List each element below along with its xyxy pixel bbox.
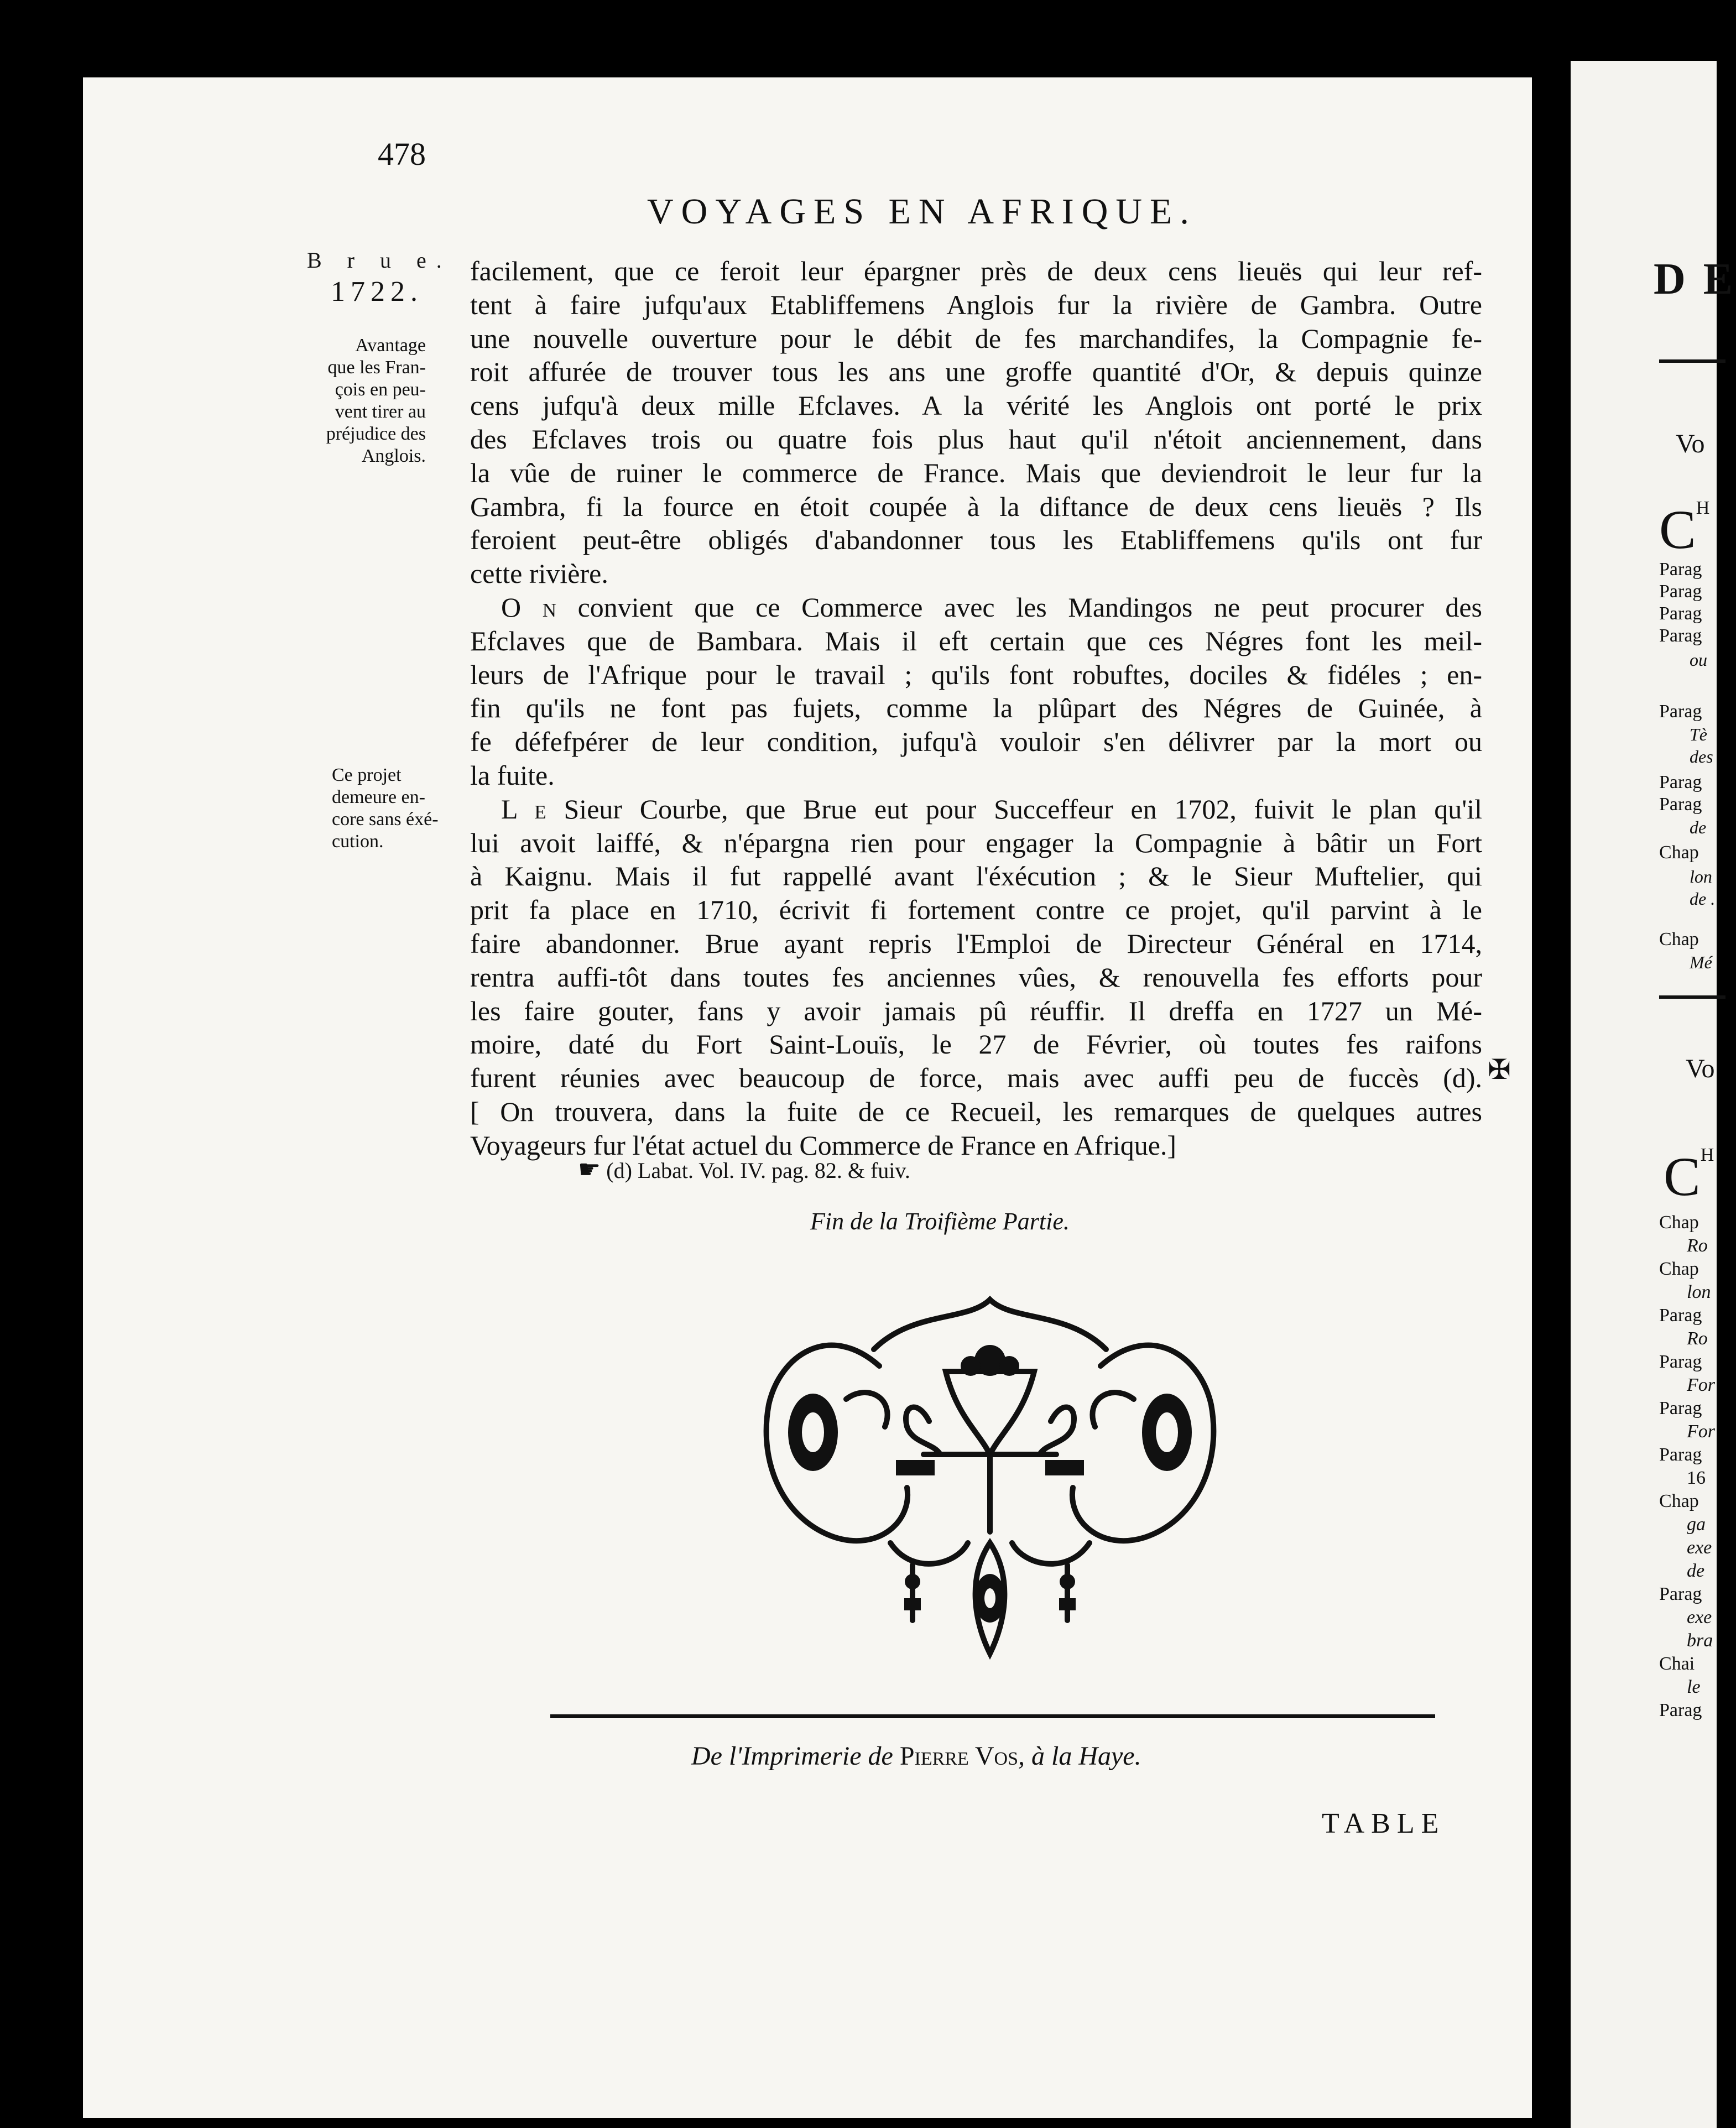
end-of-part: Fin de la Troifième Partie.: [810, 1208, 1070, 1235]
list-item: exe: [1687, 1537, 1712, 1558]
list-item: Chap: [1659, 929, 1699, 950]
cross-mark: ✠: [1488, 1053, 1511, 1086]
list-item: 16: [1687, 1468, 1706, 1488]
chapter-initial-sup: H: [1700, 1145, 1714, 1165]
imprint: [691, 1741, 1141, 1771]
text-line: prit fa place en 1710, écrivit fi fortement contre ce projet, qu'il parvint à le: [470, 894, 1482, 926]
body-text: [470, 254, 1482, 1162]
text-line: les faire gouter, fans y avoir jamais pû réuffir. Il dreffa en 1727 un Mé-: [470, 995, 1482, 1026]
list-item: Chap: [1659, 1212, 1699, 1233]
text-line: Efclaves que de Bambara. Mais il eft certain que ces Négres font les meil-: [470, 625, 1482, 656]
pointing-hand-icon: ☛: [578, 1155, 601, 1183]
list-item: For: [1687, 1421, 1715, 1442]
list-item: Ro: [1687, 1328, 1708, 1349]
chapter-initial: C: [1659, 499, 1696, 560]
list-item: Parag: [1659, 581, 1702, 602]
list-item: Parag: [1659, 701, 1702, 722]
text-line: des Efclaves trois ou quatre fois plus haut qu'il n'étoit anciennement, dans: [470, 423, 1482, 455]
list-item: Parag: [1659, 625, 1702, 646]
right-page-chapter-initial: [1659, 498, 1709, 561]
footnote-text: (d) Labat. Vol. IV. pag. 82. & fuiv.: [606, 1158, 910, 1183]
list-item: Parag: [1659, 772, 1702, 792]
text-run: Sieur Courbe, que Brue eut pour Succeffeur en 1702, fuivit le plan qu'il: [546, 793, 1482, 825]
page-number: 478: [378, 136, 426, 172]
footnote: [578, 1154, 910, 1184]
text-line: furent réunies avec beaucoup de force, mais avec auffi peu de fuccès (d).: [470, 1062, 1482, 1094]
list-item: Tè: [1690, 724, 1707, 744]
side-note-line: Ce projet: [332, 765, 402, 785]
right-page-vol-heading: Vo: [1686, 1054, 1715, 1083]
right-page-list-2: [1659, 1211, 1715, 1722]
imprint-printer: Pierre Vos: [899, 1741, 1018, 1771]
running-title: VOYAGES EN AFRIQUE.: [647, 191, 1197, 232]
right-page-list-1c: [1659, 771, 1702, 816]
text-line: rentra auffi-tôt dans toutes fes anciennes vûes, & renouvella fes efforts pour: [470, 961, 1482, 993]
text-line: Gambra, fi la fource en étoit coupée à la diftance de deux cens lieuës ? Ils: [470, 491, 1482, 522]
list-item: lon: [1687, 1282, 1711, 1302]
text-line: cens jufqu'à deux mille Efclaves. A la vérité les Anglois ont porté le prix: [470, 390, 1482, 421]
list-item: For: [1687, 1375, 1715, 1395]
list-item: Chap: [1659, 1491, 1699, 1511]
text-line: la vûe de ruiner le commerce de France. Mais que deviendroit le leur fur la: [470, 457, 1482, 488]
right-page-vol-heading: Vo: [1676, 429, 1705, 458]
text-line: la fuite.: [470, 759, 555, 791]
side-note-line: demeure en-: [332, 787, 425, 807]
list-item: des: [1690, 747, 1713, 766]
text-line: moire, daté du Fort Saint-Louïs, le 27 de Février, où toutes fes raifons: [470, 1029, 1482, 1060]
list-item: Parag: [1659, 1700, 1702, 1720]
side-note-line: çois en peu-: [335, 379, 426, 400]
list-item: de: [1687, 1561, 1705, 1581]
list-item: Chap: [1659, 842, 1699, 863]
side-note-advantage: [299, 335, 426, 467]
list-item: Chai: [1659, 1654, 1695, 1674]
right-page-list-1: [1659, 559, 1702, 647]
drop-lead: L e: [501, 793, 546, 825]
paragraph-start-line: [470, 591, 1482, 624]
margin-year: 1722.: [331, 276, 423, 307]
list-item: lon: [1690, 867, 1712, 886]
side-note-line: Anglois.: [361, 446, 426, 466]
text-line: roit affurée de trouver tous les ans une groffe quantité d'Or, & depuis quinze: [470, 356, 1482, 388]
text-line: fe défefpérer de leur condition, jufqu'à vouloir s'en délivrer par la mort ou: [470, 726, 1482, 758]
text-line: Voyageurs fur l'état actuel du Commerce de France en Afrique.]: [470, 1129, 1177, 1161]
list-item: bra: [1687, 1630, 1713, 1651]
right-page-ital-1d: [1690, 865, 1715, 910]
list-item: de .: [1690, 889, 1716, 909]
right-page: [1571, 61, 1736, 2128]
side-note-line: cution.: [332, 831, 384, 852]
text-line: lui avoit laiffé, & n'épargna rien pour engager la Compagnie à bâtir un Fort: [470, 827, 1482, 858]
list-item: Parag: [1659, 1352, 1702, 1372]
catchword: TABLE: [1322, 1808, 1446, 1839]
text-line: une nouvelle ouverture pour le débit de fes marchandifes, la Compagnie fe-: [470, 322, 1482, 354]
list-item: Parag: [1659, 1584, 1702, 1604]
chapter-initial-sup: H: [1696, 498, 1710, 518]
margin-name: B r u e.: [307, 248, 452, 273]
list-item: Parag: [1659, 603, 1702, 624]
text-line: tent à faire jufqu'aux Etabliffemens Anglois fur la rivière de Gambra. Outre: [470, 289, 1482, 320]
side-note-project: [332, 764, 456, 853]
text-line: fin qu'ils ne font pas fujets, comme la plûpart des Négres de Guinée, à: [470, 692, 1482, 724]
list-item: Mé: [1690, 952, 1712, 972]
text-line: feroient peut-être obligés d'abandonner tous les Etabliffemens qu'ils ont fur: [470, 524, 1482, 556]
right-page-title: D E: [1654, 255, 1736, 304]
list-item: Parag: [1659, 1305, 1702, 1326]
right-page-chapter-initial: [1664, 1145, 1714, 1208]
text-line: faire abandonner. Brue ayant repris l'Emploi de Directeur Général en 1714,: [470, 927, 1482, 959]
list-item: Parag: [1659, 1398, 1702, 1418]
list-item: le: [1687, 1677, 1701, 1697]
right-page-ital-1b: [1690, 723, 1713, 768]
list-item: Ro: [1687, 1235, 1708, 1256]
drop-lead: O n: [501, 591, 556, 623]
imprint-prefix: De l'Imprimerie de: [691, 1741, 900, 1771]
margin-header: [307, 246, 452, 309]
list-item: Parag: [1659, 794, 1702, 815]
text-line: leurs de l'Afrique pour le travail ; qu'ils font robuftes, dociles & fidéles ; en-: [470, 659, 1482, 690]
side-note-line: core sans éxé-: [332, 809, 439, 830]
list-item: ga: [1687, 1514, 1706, 1535]
right-page-rule: [1659, 359, 1725, 363]
side-note-line: que les Fran-: [327, 357, 426, 378]
side-note-line: vent tirer au: [335, 401, 426, 422]
side-note-line: préjudice des: [326, 424, 426, 444]
list-item: Parag: [1659, 1444, 1702, 1465]
chapter-initial: C: [1664, 1146, 1701, 1207]
list-item: Parag: [1659, 559, 1702, 580]
ornament-vignette: [747, 1289, 1233, 1676]
text-line: cette rivière.: [470, 558, 608, 590]
text-line: [ On trouvera, dans la fuite de ce Recueil, les remarques de quelques autres: [470, 1096, 1482, 1127]
list-item: ou: [1690, 650, 1707, 670]
list-item: Chap: [1659, 1259, 1699, 1279]
list-item: de: [1690, 817, 1707, 837]
text-line: à Kaignu. Mais il fut rappellé avant l'éxécution ; & le Sieur Muftelier, qui: [470, 860, 1482, 892]
imprint-suffix: , à la Haye.: [1018, 1741, 1141, 1771]
paragraph-start-line: [470, 792, 1482, 826]
right-page-rule: [1659, 995, 1725, 999]
list-item: exe: [1687, 1607, 1712, 1628]
side-note-line: Avantage: [355, 335, 426, 356]
text-line: facilement, que ce feroit leur épargner près de deux cens lieuës qui leur ref-: [470, 255, 1482, 286]
text-run: convient que ce Commerce avec les Mandingos ne peut procurer des: [556, 591, 1482, 623]
horizontal-rule: [550, 1714, 1435, 1718]
